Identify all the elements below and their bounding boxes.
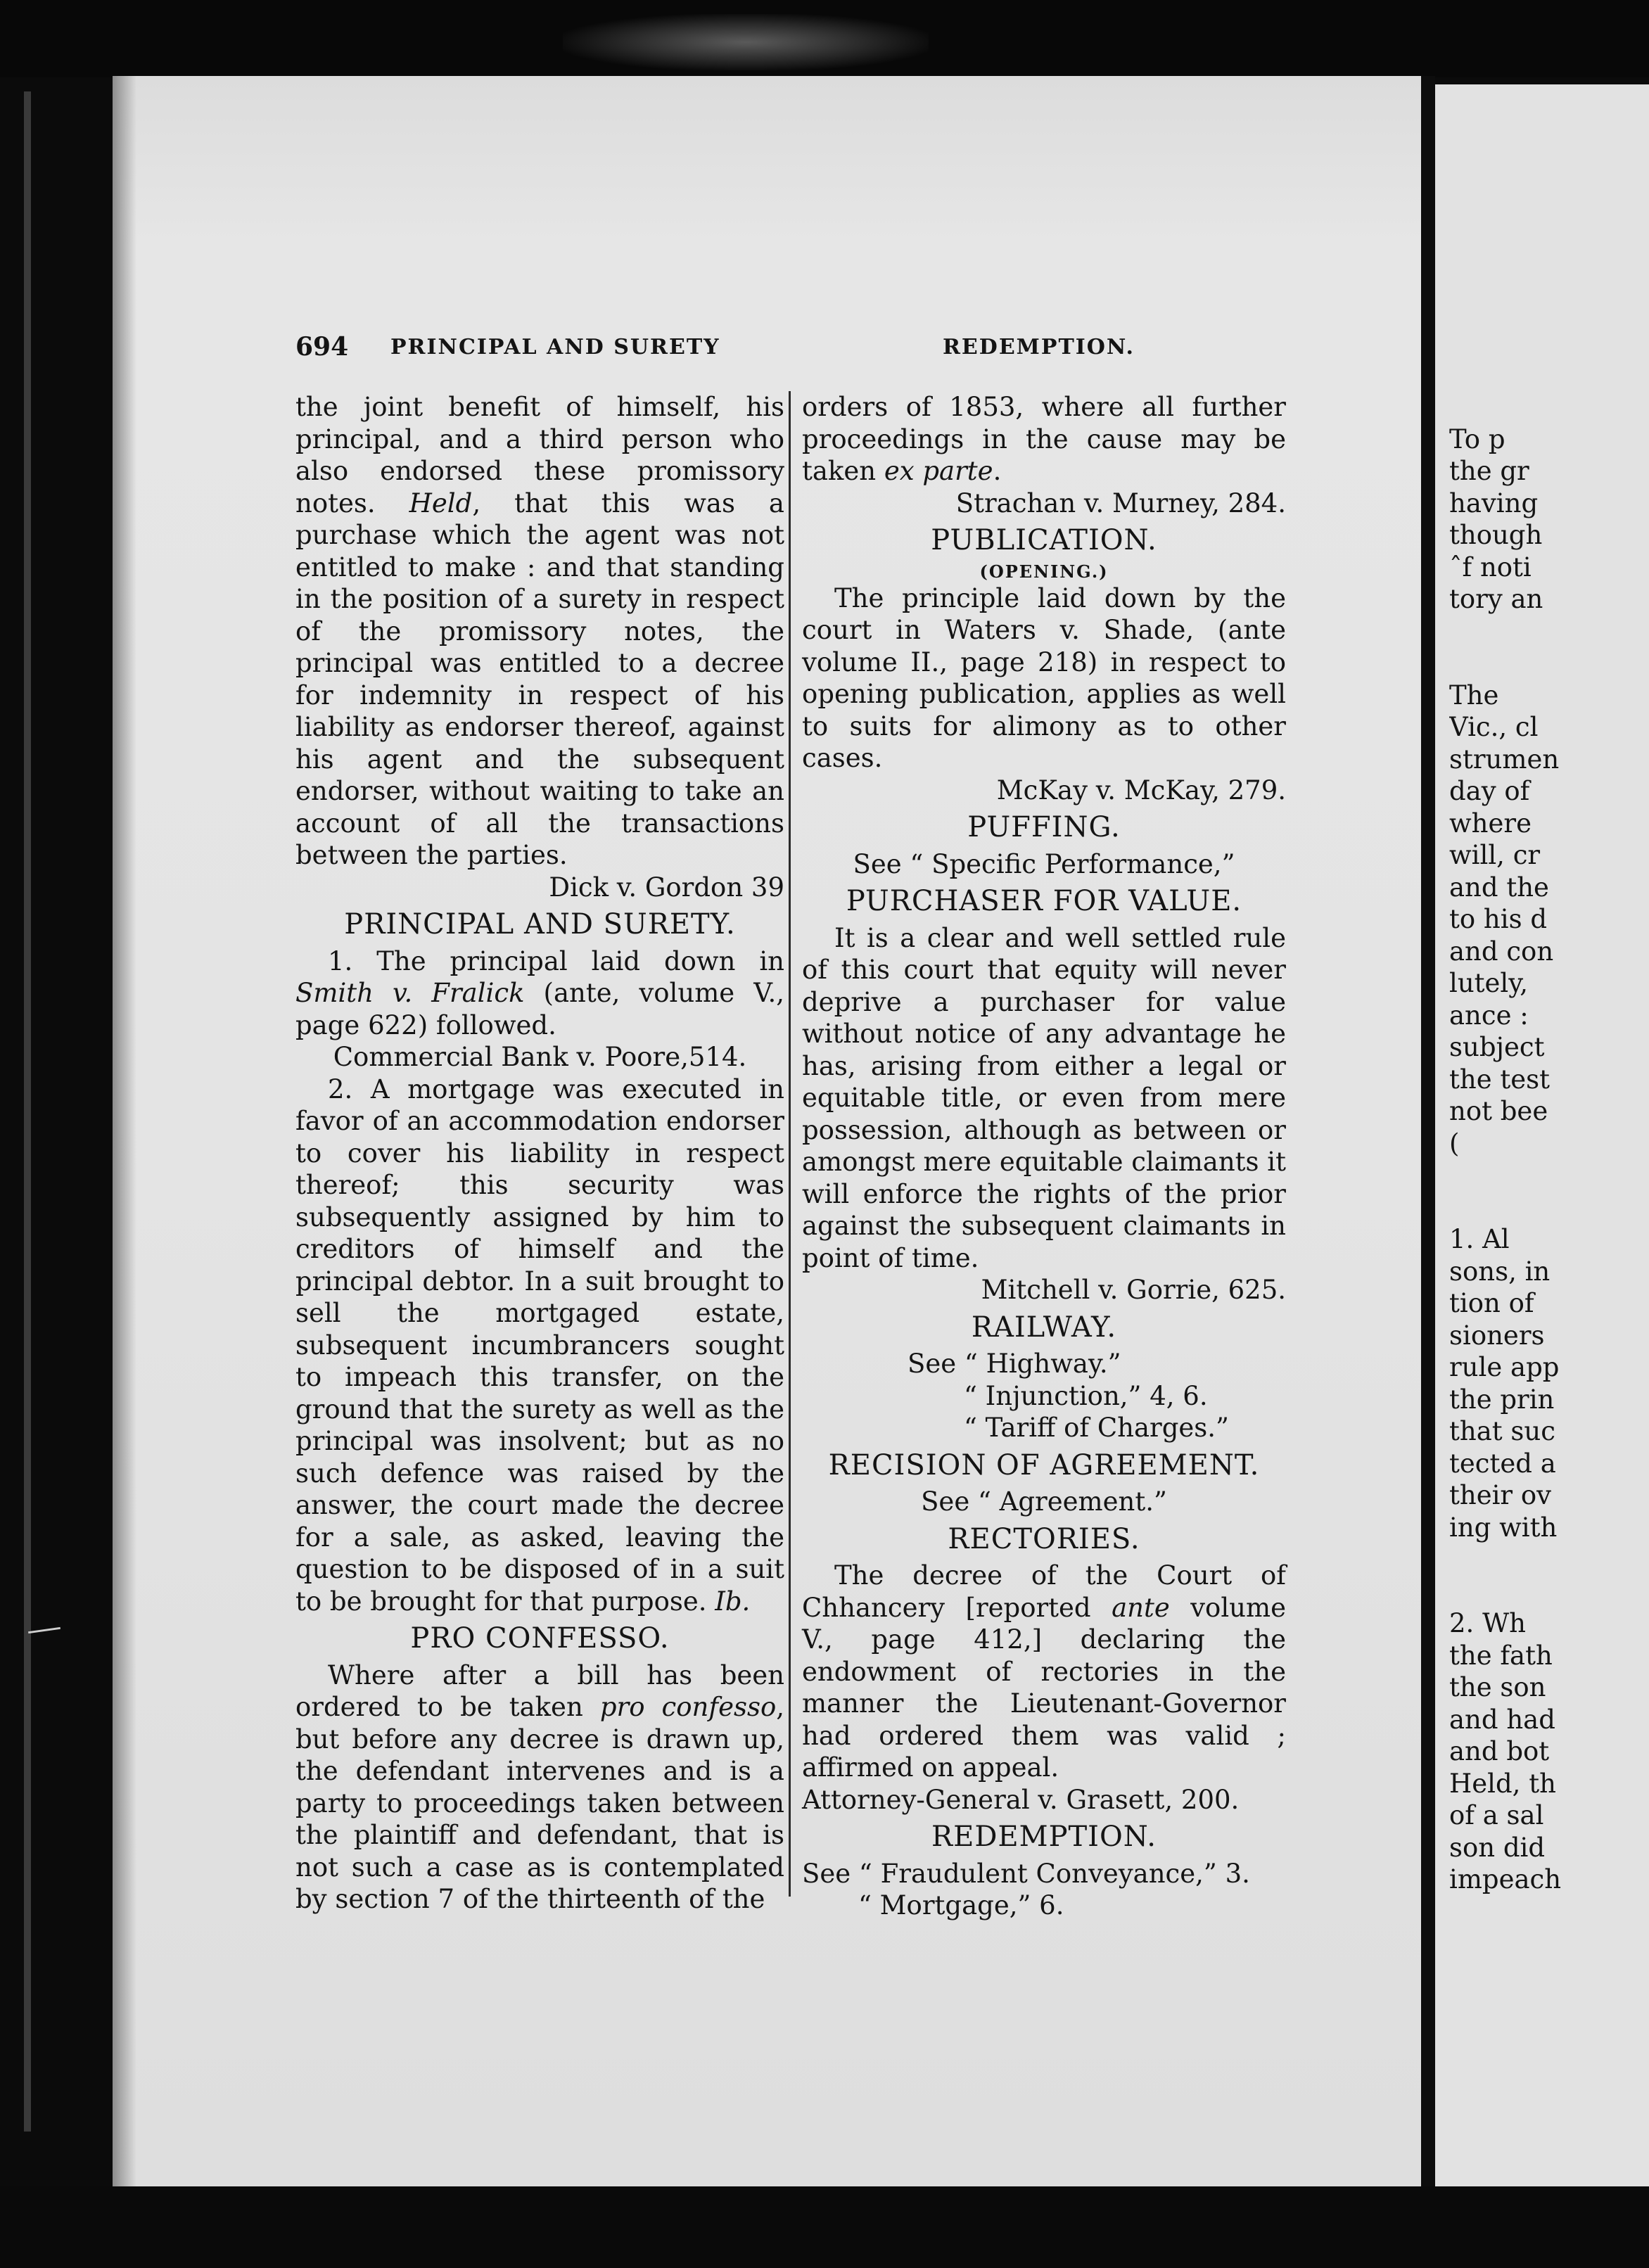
see-reference: See “ Specific Performance,” (853, 848, 1235, 879)
held-label: Held (409, 488, 473, 518)
case-citation: Dick v. Gordon 39 (549, 872, 784, 903)
facing-page-line: the son (1449, 1672, 1546, 1702)
paragraph (295, 391, 784, 872)
right-column (802, 391, 1286, 1922)
facing-page-line: son did (1449, 1832, 1546, 1863)
see-reference: “ Tariff of Charges.” (964, 1413, 1229, 1443)
page-number: 694 (295, 332, 349, 362)
paragraph-text: (ante, volume V., page 622) followed. (295, 978, 784, 1040)
facing-page-line: the fath (1449, 1640, 1553, 1671)
scan-left-bar (24, 91, 31, 2132)
facing-page-line: day of (1449, 776, 1530, 806)
section-heading: PUBLICATION. (931, 524, 1157, 556)
facing-page-line: and bot (1449, 1736, 1550, 1766)
section-heading: REDEMPTION. (931, 1821, 1157, 1853)
facing-page-line: the prin (1449, 1384, 1555, 1415)
see-reference: “ Injunction,” 4, 6. (964, 1380, 1208, 1411)
latin-term: ex parte (884, 456, 993, 486)
facing-page-line: Held, th (1449, 1768, 1556, 1799)
facing-page-line: rule app (1449, 1352, 1560, 1382)
facing-page-line: To p (1449, 423, 1505, 454)
facing-page-line: lutely, (1449, 968, 1529, 998)
margin-mark (28, 1627, 61, 1633)
facing-page-line (1449, 1159, 1649, 1192)
section-heading: PRINCIPAL AND SURETY. (344, 908, 736, 941)
facing-page-line: The (1449, 680, 1499, 711)
section-heading: RECISION OF AGREEMENT. (828, 1448, 1260, 1482)
see-reference: See “ Highway.” (908, 1349, 1121, 1379)
paragraph-text: 1. The principal laid down in (328, 945, 784, 976)
paragraph-text: 2. A mortgage was executed in favor of an accommodation endorser to cover his liability in respect thereof; this security was subsequently assigned by him to creditors of himself and the principal debtor. In a suit brought to sell the mortgaged estate, subsequent incumbrancers sought to impeach this transfer, on the ground that the surety as well as the principal was insolvent; but as no such defence was raised by the answer, the court made the decree for a sale, as asked, leaving the question to be disposed of in a suit to be brought for that purpose. (295, 1074, 784, 1617)
paragraph-text: Where after a bill has been ordered to be taken (295, 1659, 784, 1722)
facing-page-line: and had (1449, 1704, 1555, 1735)
paragraph (802, 1560, 1286, 1784)
section-heading: RECTORIES. (948, 1522, 1140, 1555)
facing-page-line: the test (1449, 1064, 1550, 1095)
paragraph-text: , but before any decree is drawn up, the defendant intervenes and is a party to proceedings taken between the plaintiff and defendant, that is not such a case as is contemplated by section 7 of the thirteenth of the (295, 1692, 784, 1914)
facing-page-line: will, cr (1449, 840, 1541, 870)
paragraph: It is a clear and well settled rule of this court that equity will never deprive a purchaser for value without notice of any advantage he has, arising from either a legal or equitable title, or even from mere possession, although as between or amongst mere equitable claimants it will enforce the rights of the prior against the subsequent claimants in point of time. (802, 922, 1286, 1273)
facing-page-line: to his d (1449, 904, 1548, 934)
facing-page-line: and con (1449, 936, 1554, 967)
latin-term: pro confesso (599, 1692, 777, 1722)
running-head-left: PRINCIPAL AND SURETY (390, 335, 720, 359)
page-shadow (113, 76, 136, 2186)
scan-blur-smudge (563, 14, 929, 70)
facing-page-line: not bee (1449, 1096, 1548, 1126)
facing-page-line: and the (1449, 872, 1549, 903)
facing-page-line: where (1449, 808, 1532, 839)
paragraph-text: the joint benefit of himself, his principal, and a third person who also endorsed these promissory notes. (295, 392, 784, 518)
facing-page-line: the gr (1449, 456, 1529, 486)
section-heading: PUFFING. (967, 811, 1121, 843)
paragraph: The principle laid down by the court in Waters v. Shade, (ante volume II., page 218) in respect to opening publication, applies as well to suits for alimony as to other cases. (802, 582, 1286, 773)
see-reference: “ Mortgage,” 6. (858, 1890, 1064, 1920)
facing-page-line (1449, 391, 1649, 423)
ante-term: ante (1112, 1592, 1170, 1623)
facing-page-line: subject (1449, 1032, 1545, 1062)
paragraph (295, 1659, 784, 1916)
numbered-item (295, 945, 784, 1042)
numbered-item (295, 1074, 784, 1618)
facing-page-text (1449, 391, 1649, 1896)
facing-page-line: ( (1449, 1128, 1460, 1159)
section-heading: RAILWAY. (971, 1311, 1117, 1344)
facing-page-line (1449, 647, 1649, 680)
case-citation: Attorney-General v. Grasett, 200. (802, 1784, 1240, 1815)
paragraph-text: volume V., page 412,] declaring the endowment of rectories in the manner the Lieutenant-Governor had ordered them was valid ; affirmed on appeal. (802, 1592, 1286, 1783)
facing-page-line: sioners (1449, 1320, 1545, 1351)
page-header (295, 332, 1393, 367)
paragraph-text: The decree of the Court of Chhancery [reported (802, 1560, 1286, 1623)
facing-page-line: ance : (1449, 1000, 1529, 1031)
facing-page-line: tected a (1449, 1448, 1556, 1479)
case-citation: Strachan v. Murney, 284. (955, 488, 1286, 518)
see-reference: See “ Fraudulent Conveyance,” 3. (802, 1858, 1250, 1889)
case-citation: McKay v. McKay, 279. (996, 775, 1286, 805)
facing-page-line (1449, 1576, 1649, 1608)
facing-page-line: Vic., cl (1449, 712, 1539, 742)
facing-page-line: of a sal (1449, 1800, 1544, 1830)
facing-page-line: though (1449, 520, 1543, 550)
facing-page-line: tory an (1449, 584, 1543, 614)
sub-heading: (OPENING.) (979, 561, 1109, 582)
facing-page-line (1449, 1543, 1649, 1576)
running-head-right: REDEMPTION. (943, 335, 1135, 359)
ibid-citation: Ib. (715, 1586, 751, 1617)
column-rule (789, 391, 791, 1897)
facing-page-line: tion of (1449, 1288, 1534, 1318)
facing-page-line (1449, 616, 1649, 648)
book-gutter (1421, 76, 1435, 2186)
facing-page-line: their ov (1449, 1480, 1552, 1510)
facing-page-line: ˆf noti (1449, 552, 1532, 582)
case-citation: Commercial Bank v. Poore,514. (333, 1042, 747, 1072)
scan-bottom-edge (0, 2186, 1649, 2268)
facing-page-line: 2. Wh (1449, 1608, 1526, 1638)
facing-page-line: impeach (1449, 1864, 1562, 1894)
facing-page-line: that suc (1449, 1416, 1555, 1446)
facing-page-line: ing with (1449, 1512, 1558, 1543)
paragraph-text: , that this was a purchase which the agent was not entitled to make : and that standing in the position of a surety in respect of the promissory notes, the principal was entitled to a decree for indemnity in respect of his liability as endorser thereof, against his agent and the subsequent endorser, without waiting to take an account of all the transactions between the parties. (295, 488, 784, 870)
paragraph-text: . (993, 456, 1002, 486)
facing-page-line: having (1449, 488, 1539, 518)
left-column (295, 391, 784, 1916)
paragraph (802, 391, 1286, 488)
section-heading: PURCHASER FOR VALUE. (846, 885, 1242, 917)
see-reference: See “ Agreement.” (921, 1486, 1167, 1517)
case-citation: Mitchell v. Gorrie, 625. (981, 1275, 1286, 1305)
section-heading: PRO CONFESSO. (410, 1622, 670, 1655)
facing-page-line: 1. Al (1449, 1224, 1510, 1254)
case-name: Smith v. Fralick (295, 978, 525, 1008)
paragraph-text: orders of 1853, where all further proceedings in the cause may be taken (802, 392, 1286, 486)
facing-page-line (1449, 1192, 1649, 1224)
facing-page-line: strumen (1449, 744, 1560, 775)
facing-page-line: sons, in (1449, 1256, 1551, 1287)
